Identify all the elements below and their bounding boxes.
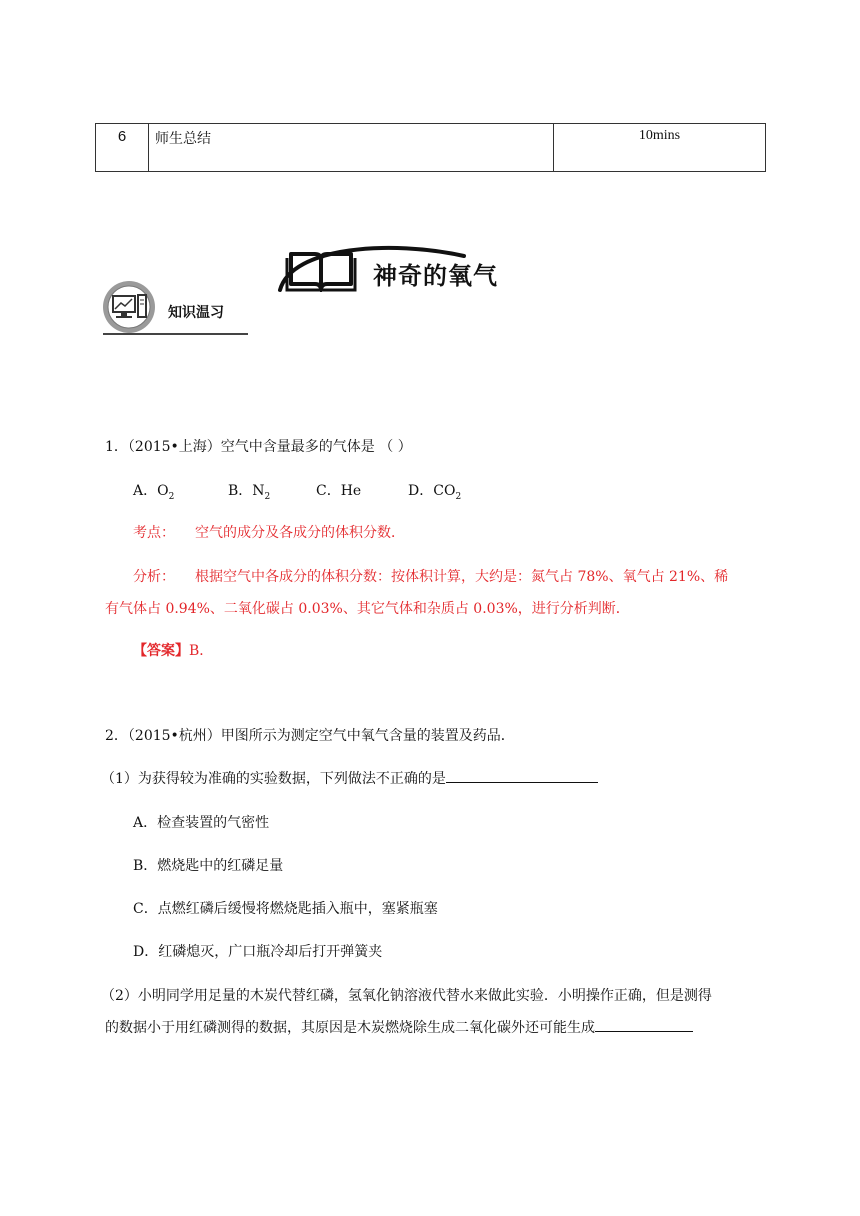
answer-value: B． — [189, 643, 214, 659]
q1-fenxi-line1 — [133, 566, 728, 586]
section-title: 神奇的氧气 — [373, 262, 498, 290]
kaodian-text: 空气的成分及各成分的体积分数． — [195, 525, 405, 541]
q2-stem: 2．（2015•杭州）甲图所示为测定空气中氧气含量的装置及药品． — [105, 728, 515, 744]
answer-label: 【答案】 — [133, 643, 189, 659]
q1-option-c: C．He — [316, 483, 362, 499]
q2-part2-line2 — [105, 1017, 693, 1037]
schedule-table — [95, 123, 766, 172]
kaodian-label: 考点： — [133, 525, 175, 541]
q1-kaodian — [133, 522, 405, 542]
q1-stem: 1．（2015•上海）空气中含量最多的气体是 （ ） — [105, 439, 412, 455]
q1-option-d: D．$CO_2$ — [408, 483, 462, 502]
row-number: 6 — [96, 124, 149, 172]
q2-option-b: B．燃烧匙中的红磷足量 — [133, 858, 284, 874]
q2-part1 — [101, 768, 598, 788]
q2-part1-text: （1）为获得较为准确的实验数据，下列做法不正确的是 — [101, 771, 446, 787]
badge-divider — [103, 333, 248, 335]
open-book-icon — [285, 248, 357, 294]
q2-part2-line1: （2）小明同学用足量的木炭代替红磷，氢氧化钠溶液代替水来做此实验．小明操作正确，但是测得 — [101, 988, 712, 1004]
q2-option-a: A．检查装置的气密性 — [133, 815, 270, 831]
q2-part2-text: 的数据小于用红磷测得的数据，其原因是木炭燃烧除生成二氧化碳外还可能生成 — [105, 1020, 595, 1036]
row-task: 师生总结 — [149, 124, 554, 172]
answer-blank[interactable] — [446, 768, 598, 783]
q1-option-b: B．$N_2$ — [228, 483, 271, 502]
q1-option-a: A．$O_2$ — [133, 483, 175, 502]
badge-label: 知识温习 — [168, 305, 224, 321]
row-time: 10mins — [554, 124, 766, 172]
fenxi-label: 分析： — [133, 569, 175, 585]
answer-blank[interactable] — [595, 1017, 693, 1032]
fenxi-text-1: 根据空气中各成分的体积分数：按体积计算，大约是：氮气占 78%、氧气占 21%、稀 — [195, 569, 729, 585]
table-row — [96, 124, 766, 172]
q2-option-c: C．点燃红磷后缓慢将燃烧匙插入瓶中，塞紧瓶塞 — [133, 901, 438, 917]
q1-options — [133, 480, 461, 502]
q1-answer — [133, 640, 213, 660]
computer-icon — [101, 279, 161, 335]
q1-fenxi-line2: 有气体占 0.94%、二氧化碳占 0.03%、其它气体和杂质占 0.03%，进行分析判断． — [105, 601, 630, 617]
q2-option-d: D．红磷熄灭，广口瓶冷却后打开弹簧夹 — [133, 944, 383, 960]
